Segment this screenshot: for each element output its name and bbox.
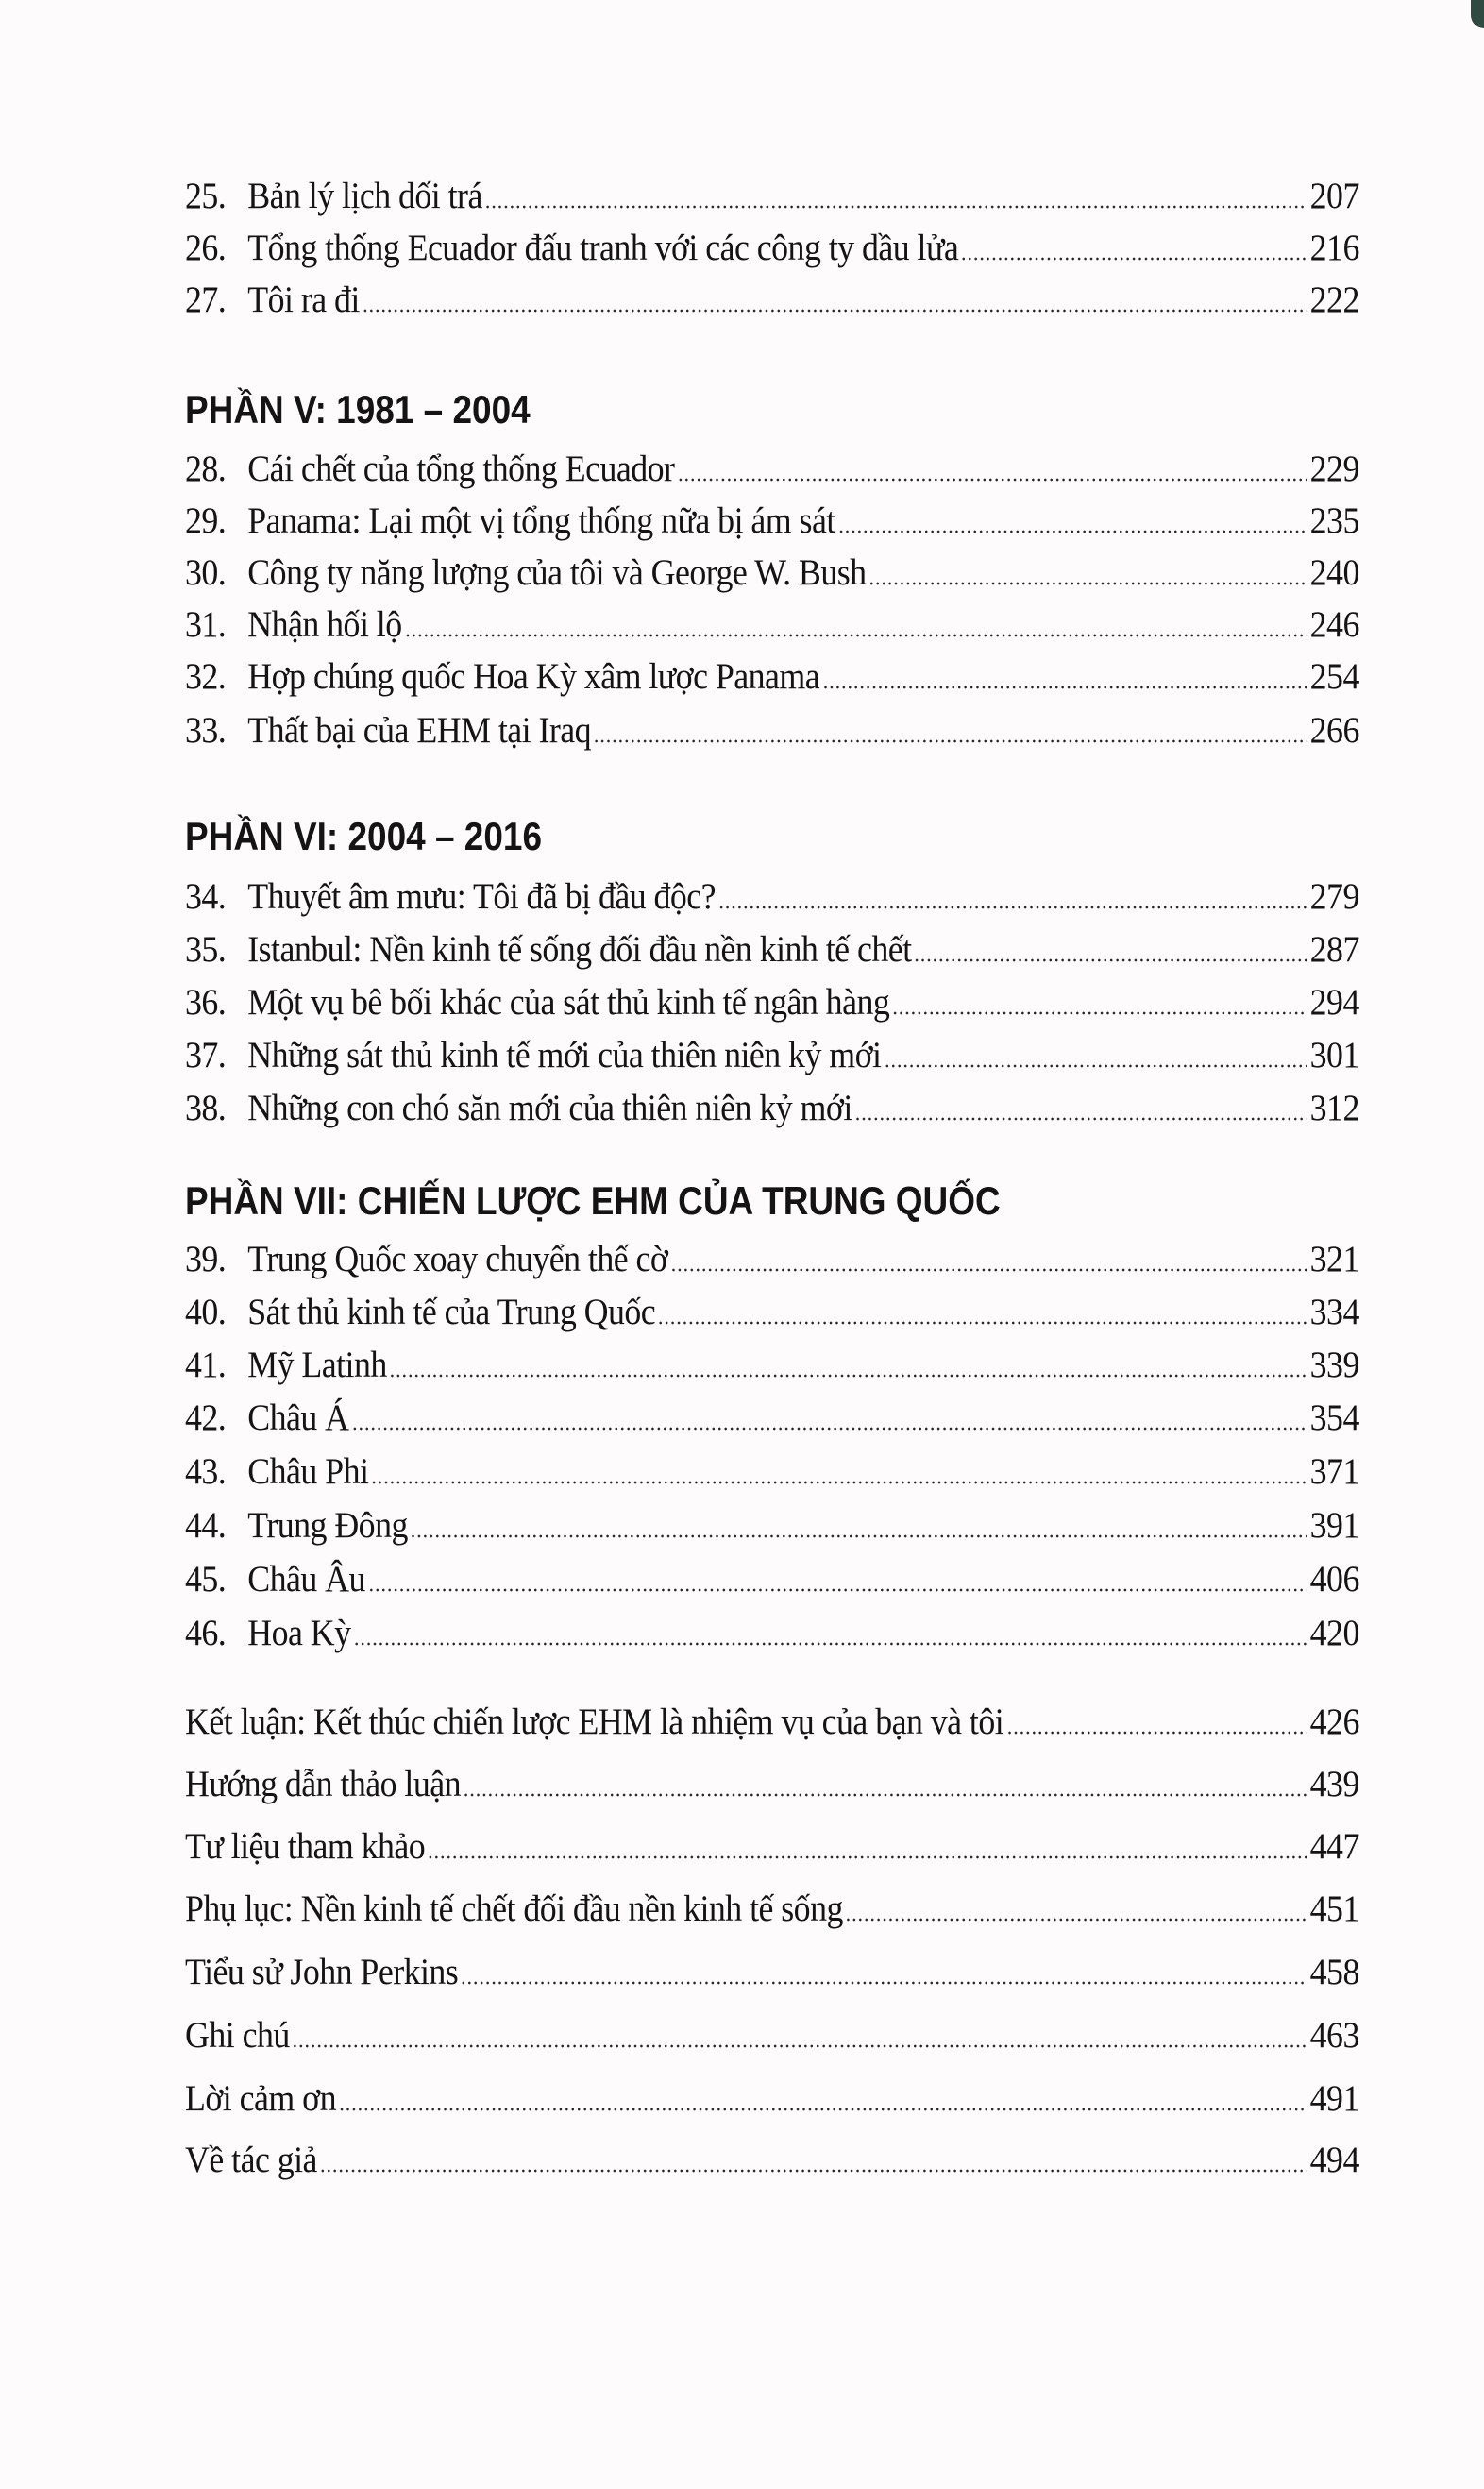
entry-number: 37. xyxy=(185,1035,227,1075)
dot-leader xyxy=(846,1918,1307,1922)
toc-entry xyxy=(185,701,1359,753)
part-heading: PHẦN V: 1981 – 2004 xyxy=(185,387,531,432)
dot-leader xyxy=(363,309,1307,313)
entry-number: 28. xyxy=(185,449,227,489)
entry-page: 207 xyxy=(1309,176,1359,216)
entry-title: Trung Đông xyxy=(247,1505,408,1546)
dot-leader xyxy=(411,1534,1307,1538)
toc-entry-backmatter xyxy=(185,2130,1359,2183)
toc-entry xyxy=(185,166,1359,219)
entry-title: Những con chó săn mới của thiên niên kỷ mới xyxy=(247,1088,852,1128)
dot-leader xyxy=(485,205,1307,209)
entry-number: 38. xyxy=(185,1088,227,1128)
entry-page: 371 xyxy=(1309,1451,1359,1492)
toc-entry xyxy=(185,491,1359,544)
dot-leader xyxy=(464,1793,1307,1797)
toc-entry xyxy=(185,1078,1359,1131)
entry-page: 246 xyxy=(1309,604,1359,645)
entry-title: Sát thủ kinh tế của Trung Quốc xyxy=(247,1292,656,1332)
entry-title: Tôi ra đi xyxy=(247,279,360,320)
entry-page: 451 xyxy=(1309,1888,1359,1929)
entry-page: 222 xyxy=(1309,279,1359,320)
entry-page: 312 xyxy=(1309,1088,1359,1128)
entry-title: Hợp chúng quốc Hoa Kỳ xâm lược Panama xyxy=(247,656,820,697)
entry-number: 39. xyxy=(185,1239,227,1279)
entry-title: Công ty năng lượng của tôi và George W. Bush xyxy=(247,552,867,593)
dot-leader xyxy=(353,1642,1307,1646)
entry-title: Tiểu sử John Perkins xyxy=(185,1952,459,1992)
entry-number: 29. xyxy=(185,500,227,541)
entry-title: Phụ lục: Nền kinh tế chết đối đầu nền kinh tế sống xyxy=(185,1888,843,1929)
entry-number: 30. xyxy=(185,552,227,593)
entry-title: Nhận hối lộ xyxy=(247,604,402,645)
entry-title: Trung Quốc xoay chuyển thế cờ xyxy=(247,1239,668,1279)
entry-page: 294 xyxy=(1309,982,1359,1023)
dot-leader xyxy=(1006,1731,1307,1735)
entry-page: 279 xyxy=(1309,876,1359,917)
entry-page: 458 xyxy=(1309,1952,1359,1992)
toc-entry-backmatter xyxy=(185,1879,1359,1932)
dot-leader xyxy=(658,1321,1307,1325)
toc-entry-backmatter xyxy=(185,2006,1359,2058)
entry-title: Hoa Kỳ xyxy=(247,1613,351,1653)
page-edge-shadow xyxy=(1471,0,1484,28)
entry-page: 240 xyxy=(1309,552,1359,593)
entry-number: 33. xyxy=(185,710,227,751)
dot-leader xyxy=(838,530,1307,533)
entry-title: Về tác giả xyxy=(185,2140,317,2180)
dot-leader xyxy=(371,1481,1307,1484)
toc-entry xyxy=(185,867,1359,920)
entry-page: 301 xyxy=(1309,1035,1359,1075)
entry-page: 235 xyxy=(1309,500,1359,541)
toc-entry xyxy=(185,1282,1359,1335)
toc-entry-backmatter xyxy=(185,2069,1359,2122)
dot-leader xyxy=(461,1981,1307,1985)
toc-entry xyxy=(185,1025,1359,1078)
entry-page: 463 xyxy=(1309,2015,1359,2056)
entry-page: 491 xyxy=(1309,2078,1359,2119)
part-heading: PHẦN VII: CHIẾN LƯỢC EHM CỦA TRUNG QUỐC xyxy=(185,1178,1001,1223)
entry-title: Ghi chú xyxy=(185,2015,290,2056)
entry-title: Tổng thống Ecuador đấu tranh với các công ty dầu lửa xyxy=(247,228,959,268)
entry-page: 426 xyxy=(1309,1702,1359,1742)
part-heading: PHẦN VI: 2004 – 2016 xyxy=(185,814,543,858)
entry-page: 287 xyxy=(1309,929,1359,970)
toc-entry xyxy=(185,647,1359,700)
dot-leader xyxy=(961,257,1307,261)
entry-title: Lời cảm ơn xyxy=(185,2078,336,2119)
toc-entry-backmatter xyxy=(185,1942,1359,1995)
toc-entry xyxy=(185,543,1359,596)
toc-entry xyxy=(185,1496,1359,1549)
dot-leader xyxy=(892,1011,1307,1015)
entry-page: 229 xyxy=(1309,449,1359,489)
dot-leader xyxy=(868,582,1307,585)
entry-title: Châu Phi xyxy=(247,1451,369,1492)
dot-leader xyxy=(320,2169,1307,2173)
entry-page: 339 xyxy=(1309,1345,1359,1385)
entry-number: 26. xyxy=(185,228,227,268)
toc-entry xyxy=(185,270,1359,323)
entry-title: Mỹ Latinh xyxy=(247,1345,387,1385)
entry-title: Kết luận: Kết thúc chiến lược EHM là nhiệm vụ của bạn và tôi xyxy=(185,1702,1004,1742)
entry-page: 406 xyxy=(1309,1559,1359,1600)
entry-title: Panama: Lại một vị tổng thống nữa bị ám sát xyxy=(247,500,835,541)
entry-page: 391 xyxy=(1309,1505,1359,1546)
entry-title: Một vụ bê bối khác của sát thủ kinh tế ngân hàng xyxy=(247,982,890,1023)
entry-page: 266 xyxy=(1309,710,1359,751)
entry-title: Cái chết của tổng thống Ecuador xyxy=(247,449,675,489)
entry-number: 27. xyxy=(185,279,227,320)
dot-leader xyxy=(594,739,1307,743)
entry-page: 439 xyxy=(1309,1764,1359,1804)
dot-leader xyxy=(428,1855,1307,1859)
entry-title: Tư liệu tham khảo xyxy=(185,1826,426,1867)
dot-leader xyxy=(855,1117,1307,1121)
entry-number: 45. xyxy=(185,1559,227,1600)
entry-number: 40. xyxy=(185,1292,227,1332)
toc-entry xyxy=(185,595,1359,648)
dot-leader xyxy=(404,634,1307,637)
dot-leader xyxy=(351,1427,1307,1431)
entry-title: Thất bại của EHM tại Iraq xyxy=(247,710,592,751)
entry-title: Châu Á xyxy=(247,1397,349,1438)
entry-number: 35. xyxy=(185,929,227,970)
toc-entry xyxy=(185,973,1359,1025)
dot-leader xyxy=(884,1064,1307,1068)
toc-entry xyxy=(185,1603,1359,1656)
toc-entry xyxy=(185,1335,1359,1388)
entry-page: 254 xyxy=(1309,656,1359,697)
toc-entry xyxy=(185,1549,1359,1602)
dot-leader xyxy=(390,1374,1307,1378)
entry-number: 43. xyxy=(185,1451,227,1492)
dot-leader xyxy=(718,906,1307,909)
dot-leader xyxy=(368,1588,1307,1592)
toc-entry xyxy=(185,439,1359,492)
toc-entry-backmatter xyxy=(185,1754,1359,1807)
toc-entry xyxy=(185,1229,1359,1282)
entry-title: Châu Âu xyxy=(247,1559,365,1600)
entry-number: 34. xyxy=(185,876,227,917)
entry-title: Istanbul: Nền kinh tế sống đối đầu nền kinh tế chết xyxy=(247,929,912,970)
toc-entry xyxy=(185,218,1359,271)
entry-title: Hướng dẫn thảo luận xyxy=(185,1764,461,1804)
entry-page: 447 xyxy=(1309,1826,1359,1867)
dot-leader xyxy=(293,2044,1307,2048)
entry-number: 31. xyxy=(185,604,227,645)
entry-page: 420 xyxy=(1309,1613,1359,1653)
toc-entry xyxy=(185,920,1359,973)
entry-number: 44. xyxy=(185,1505,227,1546)
dot-leader xyxy=(339,2108,1307,2111)
toc-entry xyxy=(185,1388,1359,1441)
toc-entry-backmatter xyxy=(185,1817,1359,1870)
entry-title: Những sát thủ kinh tế mới của thiên niên kỷ mới xyxy=(247,1035,882,1075)
dot-leader xyxy=(914,958,1307,962)
dot-leader xyxy=(670,1268,1307,1272)
dot-leader xyxy=(677,478,1307,482)
entry-number: 42. xyxy=(185,1397,227,1438)
entry-page: 494 xyxy=(1309,2140,1359,2180)
entry-number: 32. xyxy=(185,656,227,697)
entry-number: 25. xyxy=(185,176,227,216)
entry-number: 41. xyxy=(185,1345,227,1385)
entry-title: Thuyết âm mưu: Tôi đã bị đầu độc? xyxy=(247,876,717,917)
entry-page: 354 xyxy=(1309,1397,1359,1438)
entry-page: 321 xyxy=(1309,1239,1359,1279)
toc-entry xyxy=(185,1442,1359,1495)
entry-page: 334 xyxy=(1309,1292,1359,1332)
entry-title: Bản lý lịch dối trá xyxy=(247,176,482,216)
toc-entry-backmatter xyxy=(185,1692,1359,1745)
entry-number: 36. xyxy=(185,982,227,1023)
entry-page: 216 xyxy=(1309,228,1359,268)
dot-leader xyxy=(822,686,1307,689)
entry-number: 46. xyxy=(185,1613,227,1653)
